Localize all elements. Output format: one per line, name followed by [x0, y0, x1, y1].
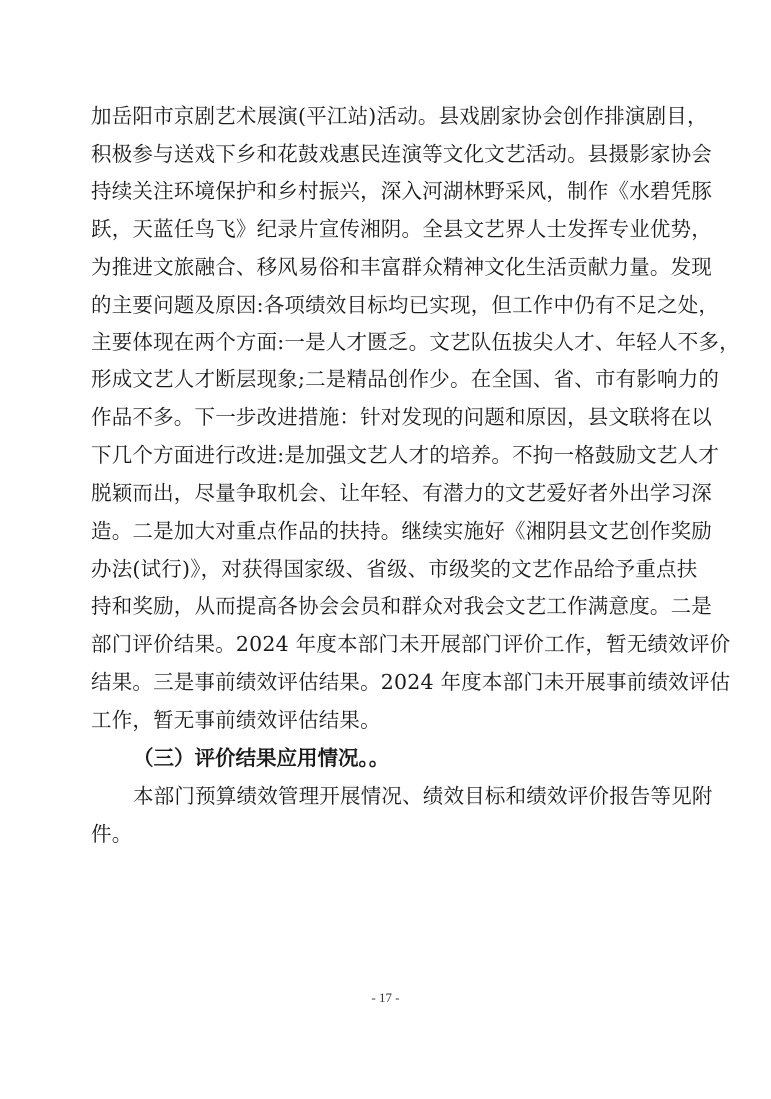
- body-text-line: 主要体现在两个方面:一是人才匮乏。文艺队伍拔尖人才、年轻人不多，: [91, 330, 740, 354]
- section-heading: （三）评价结果应用情况。。: [133, 746, 390, 770]
- body-text-line: 下几个方面进行改进:是加强文艺人才的培养。不拘一格鼓励文艺人才: [91, 443, 720, 467]
- body-text-line: 结果。三是事前绩效评估结果。2024 年度本部门未开展事前绩效评估: [91, 670, 731, 694]
- body-text-line: 脱颖而出，尽量争取机会、让年轻、有潜力的文艺爱好者外出学习深: [91, 481, 712, 505]
- body-text-line: 的主要问题及原因:各项绩效目标均已实现，但工作中仍有不足之处，: [91, 293, 720, 317]
- body-text-line: 持和奖励，从而提高各协会会员和群众对我会文艺工作满意度。二是: [91, 594, 712, 618]
- body-text-line: 本部门预算绩效管理开展情况、绩效目标和绩效评价报告等见附: [133, 784, 713, 808]
- body-text-line: 办法(试行)》，对获得国家级、省级、市级奖的文艺作品给予重点扶: [91, 557, 698, 581]
- body-text-line: 加岳阳市京剧艺术展演(平江站)活动。县戏剧家协会创作排演剧目，: [91, 104, 708, 128]
- body-text-line: 持续关注环境保护和乡村振兴，深入河湖林野采风，制作《水碧凭豚: [91, 179, 712, 203]
- body-text-line: 积极参与送戏下乡和花鼓戏惠民连演等文化文艺活动。县摄影家协会: [91, 142, 712, 166]
- body-text-line: 形成文艺人才断层现象;二是精品创作少。在全国、省、市有影响力的: [91, 367, 720, 391]
- body-text-line: 为推进文旅融合、移风易俗和丰富群众精神文化生活贡献力量。发现: [91, 255, 712, 279]
- body-text-line: 件。: [91, 822, 133, 846]
- body-text-line: 造。二是加大对重点作品的扶持。继续实施好《湘阴县文艺创作奖励: [91, 519, 712, 543]
- body-text-line: 工作，暂无事前绩效评估结果。: [91, 708, 381, 732]
- body-text-line: 作品不多。下一步改进措施：针对发现的问题和原因，县文联将在以: [91, 405, 712, 429]
- page-number: - 17 -: [371, 990, 400, 1005]
- body-text-line: 部门评价结果。2024 年度本部门未开展部门评价工作，暂无绩效评价: [91, 632, 731, 656]
- body-text-line: 跃，天蓝任鸟飞》纪录片宣传湘阴。全县文艺界人士发挥专业优势，: [91, 217, 712, 241]
